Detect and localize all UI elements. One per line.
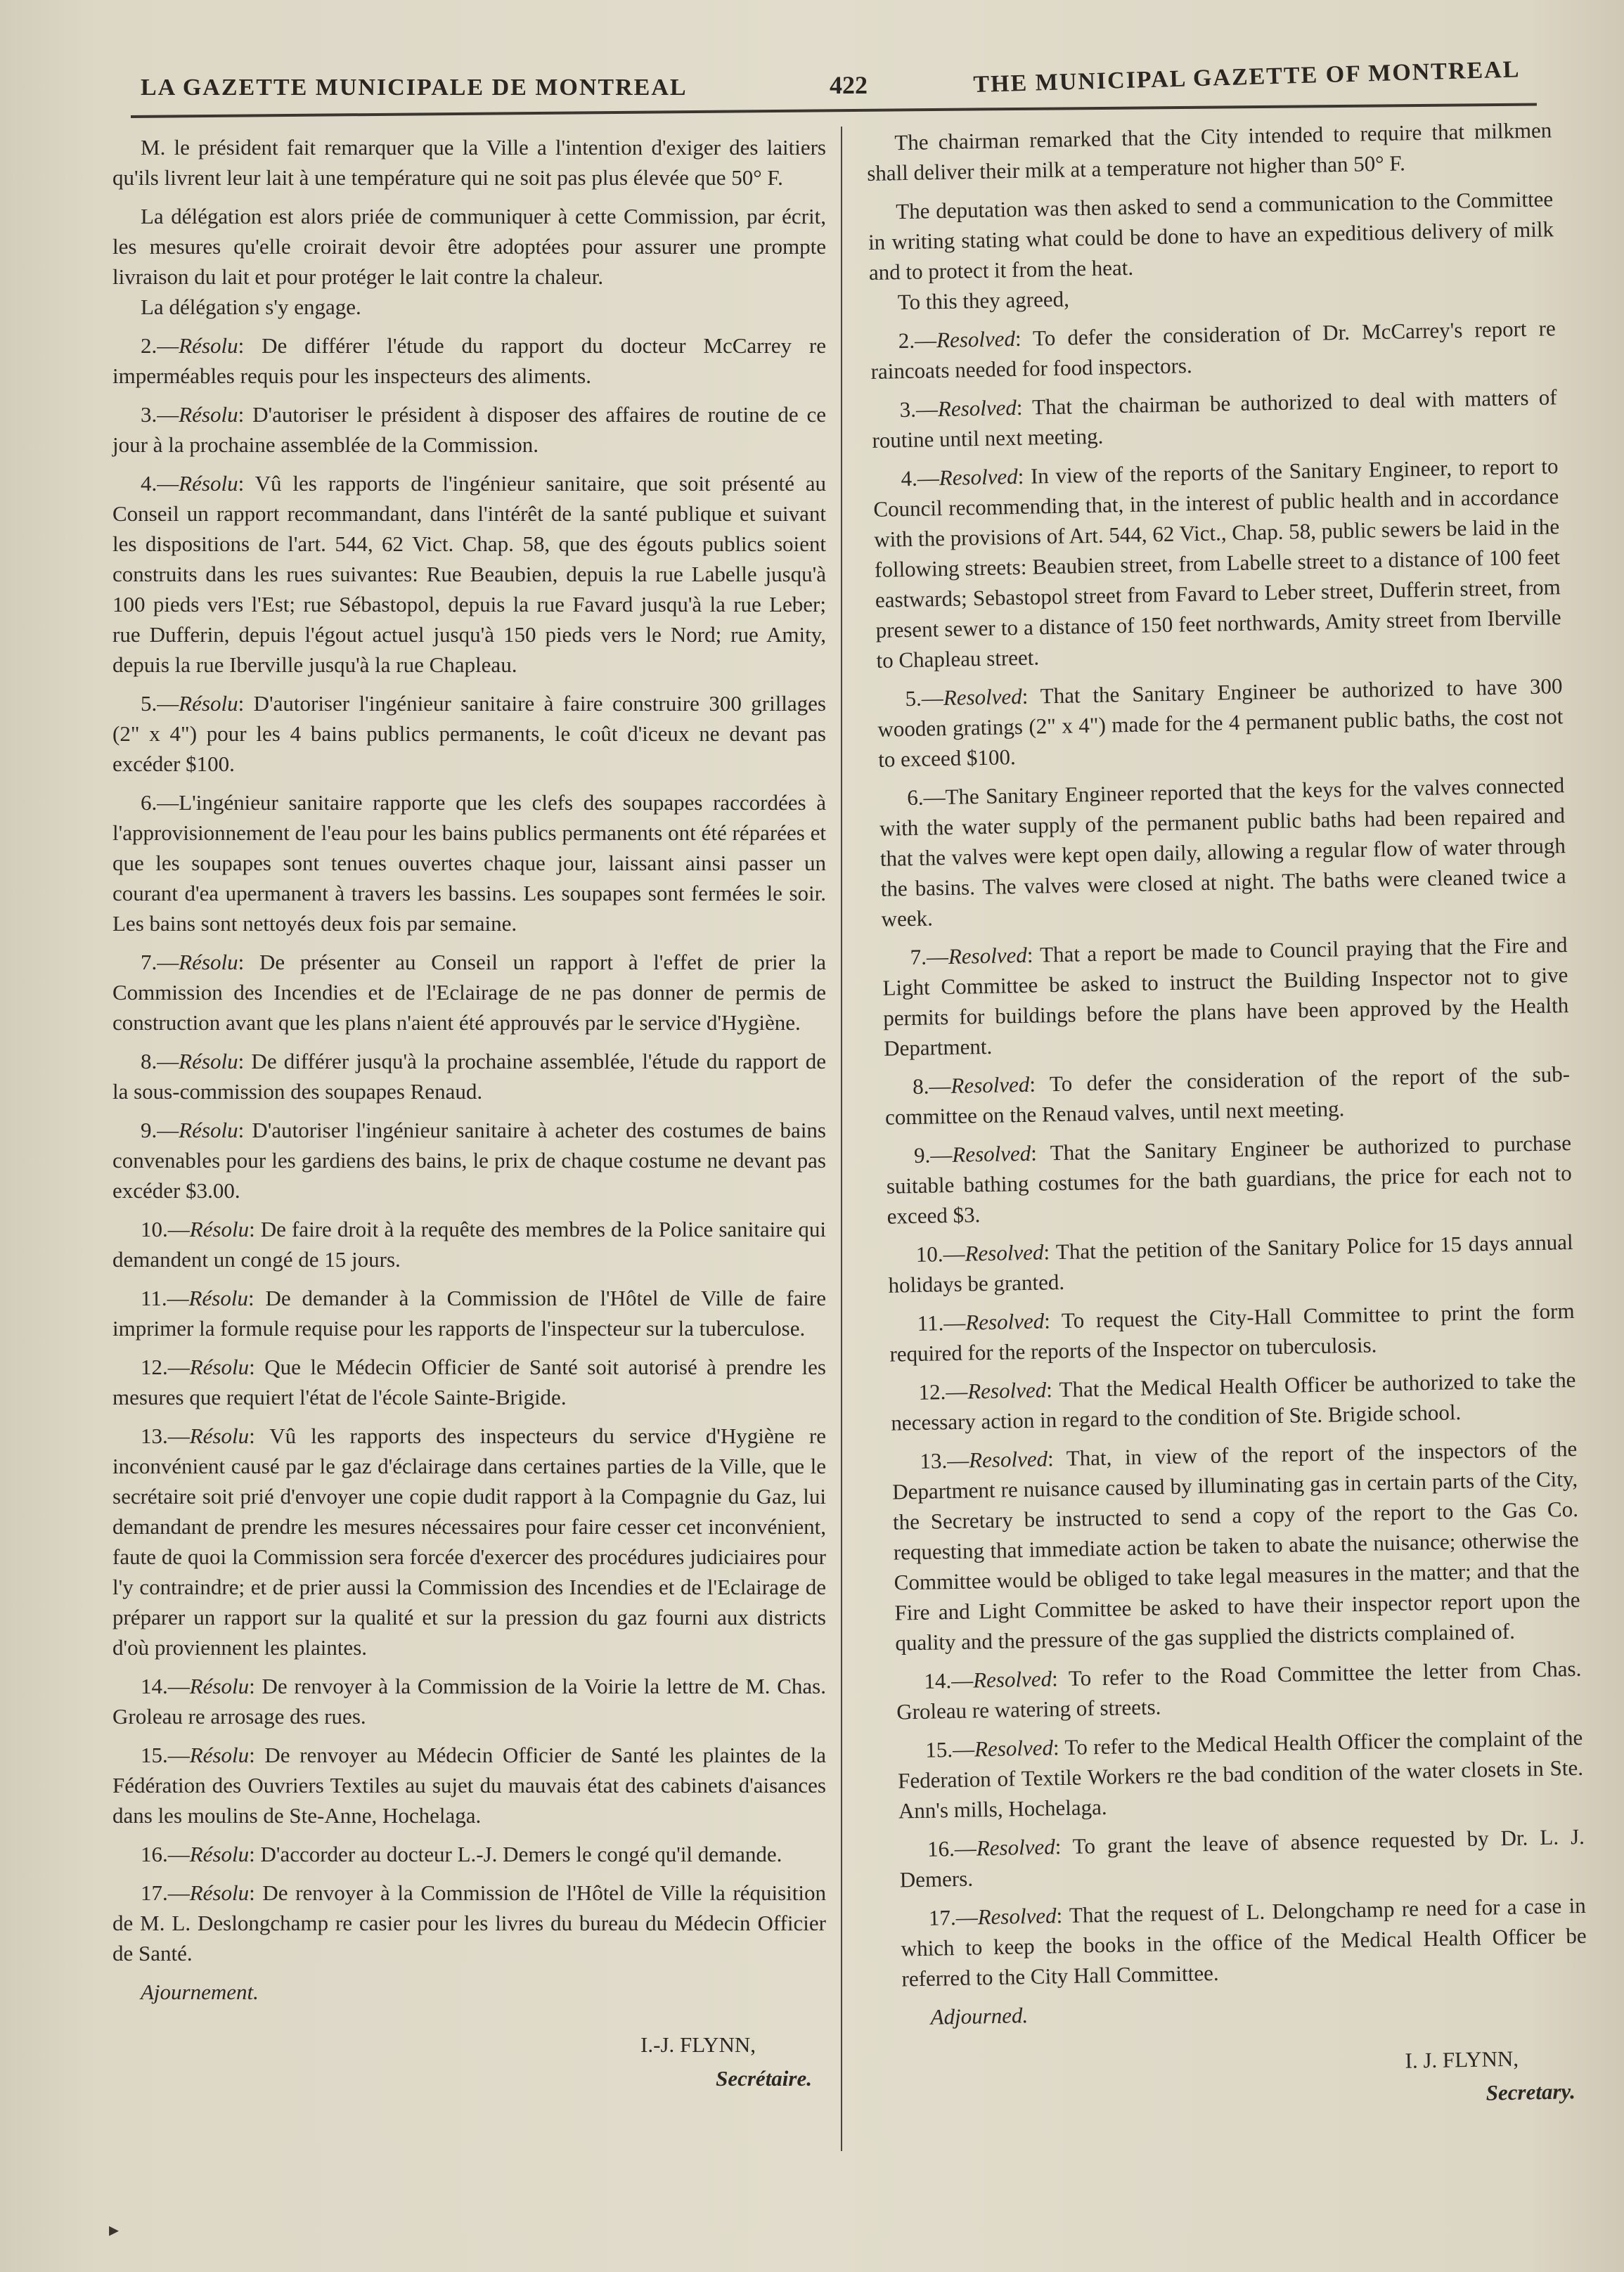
resolution-item — [112, 787, 826, 938]
resolution-keyword: Résolu — [179, 1049, 238, 1073]
resolution-number: 4.— — [141, 471, 179, 496]
resolution-item — [900, 1890, 1587, 1994]
resolution-keyword: Resolved — [939, 463, 1019, 491]
resolution-text: : That the petition of the Sanitary Police for 15 days annual holidays be granted. — [888, 1229, 1573, 1298]
resolution-number: 6.— — [906, 785, 946, 811]
resolution-item — [112, 1352, 826, 1412]
resolution-item — [877, 671, 1564, 775]
resolution-text: : That the Medical Health Officer be authorized to take the necessary action in regard to the condition of Ste. Brigide school. — [891, 1367, 1576, 1435]
resolution-item — [871, 382, 1557, 456]
resolution-text: : De faire droit à la requête des membres de la Police sanitaire qui demandent un congé de 15 jours. — [112, 1217, 826, 1272]
resolution-text: : Vû les rapports de l'ingénieur sanitaire, que soit présenté au Conseil un rapport recommandant, dans l'intérêt de la santé publique et suivant les dispositions de l'art. 544, 62 Vict. Chap. 58, que des égouts publics soient construits dans les rues suivantes: Rue Beaubien, depuis la rue Labelle jusqu'à 100 pieds vers l'Est; rue Sébastopol, depuis la rue Favard jusqu'à la rue Leber; rue Dufferin, depuis l'égout actuel jusqu'à 150 pieds vers le Nord; rue Amity, depuis la rue Iberville jusqu'à la rue Chapleau. — [112, 471, 826, 677]
resolution-keyword: Resolved — [965, 1239, 1044, 1266]
resolution-keyword: Resolved — [965, 1308, 1045, 1335]
resolution-number: 3.— — [141, 402, 179, 427]
resolution-item — [112, 1214, 826, 1274]
resolution-keyword: Resolved — [937, 394, 1017, 422]
resolution-item — [891, 1433, 1581, 1658]
french-paragraph: La délégation est alors priée de communiquer à cette Commission, par écrit, les mesures qu'elle croirait devoir être adoptées pour assurer une prompte livraison du lait et pour protéger le lait contre la chaleur. — [112, 204, 826, 289]
resolution-text: : De renvoyer au Médecin Officier de Santé les plaintes de la Fédération des Ouvriers Textiles au sujet du mauvais état des cabinets d'aisances dans les moulins de Ste-Anne, Hochelaga. — [112, 1743, 826, 1828]
resolution-item — [887, 1227, 1573, 1300]
french-signature-name: I.-J. FLYNN, — [640, 2032, 756, 2057]
resolution-item — [896, 1653, 1582, 1727]
resolution-keyword: Resolved — [967, 1377, 1047, 1404]
header-english-title: THE MUNICIPAL GAZETTE OF MONTREAL — [972, 56, 1521, 98]
resolution-text: : De demander à la Commission de l'Hôtel de Ville de faire imprimer la formule requise pour les rapports de l'inspecteur sur la tuberculose. — [112, 1286, 826, 1341]
resolution-item — [112, 330, 826, 391]
resolution-keyword: Resolved — [936, 325, 1016, 353]
resolution-keyword: Résolu — [179, 402, 238, 427]
resolution-keyword: Résolu — [189, 1217, 250, 1241]
resolution-text: : D'accorder au docteur L.-J. Demers le congé qu'il demande. — [249, 1842, 782, 1866]
margin-mark: ▸ — [109, 2219, 120, 2241]
resolution-keyword: Résolu — [189, 1880, 250, 1905]
resolution-item — [112, 1283, 826, 1343]
resolution-text: : That the Sanitary Engineer be authorized to purchase suitable bathing costumes for the bath guardians, the price for each not to exceed $3. — [886, 1130, 1573, 1229]
resolution-keyword: Résolu — [179, 471, 238, 496]
resolution-text: The Sanitary Engineer reported that the keys for the valves connected with the water supply of the permanent public baths had been repaired and that the valves were kept open daily, allowing a regular flow of water through the basins. The valves were closed at night. The baths were cleaned twice a week. — [879, 773, 1566, 931]
column-divider — [841, 127, 842, 2151]
resolution-number: 2.— — [898, 328, 937, 354]
english-paragraph: To this they agreed, — [897, 286, 1070, 315]
english-resolutions — [870, 313, 1587, 1994]
header-french-title: LA GAZETTE MUNICIPALE DE MONTREAL — [141, 75, 688, 101]
page-number: 422 — [830, 71, 868, 99]
resolution-item — [112, 1115, 826, 1206]
resolution-keyword: Résolu — [189, 1743, 250, 1767]
resolution-text: : To request the City-Hall Committee to print the form required for the reports of the Inspector on tuberculosis. — [889, 1298, 1575, 1367]
resolution-number: 9.— — [141, 1118, 179, 1142]
resolution-number: 2.— — [141, 333, 179, 358]
page-header — [134, 56, 1533, 111]
resolution-number: 14.— — [141, 1674, 190, 1698]
resolution-text: : That a report be made to Council praying that the Fire and Light Committee be asked to instruct the Building Inspector not to give permits for buildings before the plans have been approved by the Health Department. — [882, 932, 1569, 1061]
resolution-number: 17.— — [928, 1904, 978, 1930]
resolution-text: : De renvoyer à la Commission de la Voirie la lettre de M. Chas. Groleau re arrosage des rues. — [112, 1674, 826, 1729]
resolution-item — [112, 1839, 826, 1869]
resolution-text: : To refer to the Road Committee the letter from Chas. Groleau re watering of streets. — [896, 1655, 1582, 1724]
resolution-item — [112, 1046, 826, 1106]
resolution-keyword: Résolu — [189, 1674, 250, 1698]
french-paragraph: M. le président fait remarquer que la Ville a l'intention d'exiger des laitiers qu'ils livrent leur lait à une température qui ne soit pas plus élevée que 50° F. — [112, 135, 826, 190]
resolution-keyword: Résolu — [179, 691, 238, 716]
resolution-text: : D'autoriser l'ingénieur sanitaire à faire construire 300 grillages (2" x 4") pour les 4 bains publics permanents, le coût d'iceux ne devant pas excéder $100. — [112, 691, 826, 776]
resolution-number: 10.— — [915, 1241, 965, 1267]
resolution-number: 8.— — [912, 1073, 951, 1099]
resolution-keyword: Resolved — [951, 1140, 1031, 1167]
resolution-keyword: Résolu — [189, 1424, 250, 1448]
resolution-text: : That, in view of the report of the inspectors of the Department re nuisance caused by illuminating gas in certain parts of the City, the Secretary be instructed to send a copy of the report to the Gas Co. requesting that immediate action be taken to abate the nuisance; otherwise the Committee would be obliged to take legal measures in the matter; and that the Fire and Light Committee be asked to have their inspector report upon the quality and the pressure of the gas supplied the districts complained of. — [891, 1435, 1580, 1655]
resolution-keyword: Résolu — [189, 1842, 250, 1866]
resolution-number: 11.— — [141, 1286, 189, 1310]
resolution-item — [890, 1364, 1576, 1438]
resolution-text: : Vû les rapports des inspecteurs du service d'Hygiène re inconvénient causé par le gaz d'éclairage dans certaines parties de la Ville, que le secrétaire soit prié d'envoyer une copie dudit rapport à la Compagnie du Gaz, lui demandant de prendre les mesures nécessaires pour faire cesser cet inconvénient, faute de quoi la Commission sera forcée d'exercer des procédures judiciaires pour l'y contraindre; et de prier aussi la Commission des Incendies et de l'Eclairage de préparer un rapport sur la qualité et sur la pression du gaz fourni aux districts d'où proviennent les plaintes. — [112, 1424, 826, 1660]
resolution-number: 7.— — [141, 950, 179, 974]
resolution-item — [870, 313, 1556, 387]
french-adjournment: Ajournement. — [141, 1980, 259, 2004]
resolution-text: : In view of the reports of the Sanitary Engineer, to report to Council recommending that, in the interest of public health and in accordance with the provisions of Art. 544, 62 Vict., Chap. 58, public sewers be laid in the following streets: Beaubien street, from Labelle street to a distance of 100 feet eastwards; Sebastopol street from Favard to Leber street, Dufferin street, from present sewer to a distance of 150 feet northwards, Amity street from Iberville to Chapleau street. — [873, 453, 1561, 673]
french-paragraph: La délégation s'y engage. — [141, 295, 361, 319]
resolution-keyword: Resolved — [976, 1834, 1055, 1861]
english-signature-title: Secretary. — [1486, 2079, 1576, 2105]
resolution-number: 13.— — [920, 1447, 969, 1473]
resolution-keyword: Resolved — [968, 1446, 1048, 1473]
resolution-keyword: Resolved — [943, 683, 1023, 711]
english-signature-name: I. J. FLYNN, — [1405, 2046, 1519, 2073]
resolution-number: 15.— — [141, 1743, 190, 1767]
french-resolutions — [112, 330, 826, 1968]
english-paragraph: The deputation was then asked to send a communication to the Committee in writing stating what could be done to have an expeditious delivery of milk and to protect it from the heat. — [868, 186, 1554, 285]
resolution-item — [872, 451, 1562, 676]
resolution-keyword: Resolved — [950, 1071, 1030, 1098]
resolution-item — [112, 1671, 826, 1731]
resolution-number: 17.— — [141, 1880, 190, 1905]
resolution-keyword: Resolved — [948, 942, 1028, 969]
resolution-number: 11.— — [917, 1310, 966, 1336]
resolution-item — [879, 770, 1567, 934]
resolution-number: 7.— — [910, 943, 949, 970]
resolution-number: 6.— — [141, 790, 179, 815]
resolution-text: : To grant the leave of absence requested by Dr. L. J. Demers. — [899, 1824, 1585, 1892]
resolution-number: 3.— — [899, 396, 939, 422]
resolution-text: : De présenter au Conseil un rapport à l'effet de prier la Commission des Incendies et de l'Eclairage de ne pas donner de permis de construction avant que les plans n'aient été approuvés par le service d'Hygiène. — [112, 950, 826, 1035]
resolution-item — [884, 1059, 1571, 1132]
resolution-number: 14.— — [924, 1667, 974, 1693]
resolution-text: : That the Sanitary Engineer be authorized to have 300 wooden gratings (2" x 4") made for the 4 permanent public baths, the cost not to exceed $100. — [877, 673, 1564, 772]
resolution-item — [112, 1421, 826, 1663]
resolution-item — [882, 929, 1569, 1064]
resolution-text: : To defer the consideration of the report of the sub-committee on the Renaud valves, until next meeting. — [884, 1061, 1571, 1130]
english-signature — [903, 2041, 1576, 2121]
resolution-number: 10.— — [141, 1217, 190, 1241]
resolution-keyword: Résolu — [179, 1118, 238, 1142]
resolution-number: 16.— — [927, 1835, 977, 1861]
resolution-number: 5.— — [905, 685, 944, 711]
resolution-number: 8.— — [141, 1049, 179, 1073]
english-paragraph: The chairman remarked that the City intended to require that milkmen shall deliver their milk at a temperature not higher than 50° F. — [866, 117, 1552, 186]
resolution-number: 16.— — [141, 1842, 190, 1866]
french-signature — [112, 2028, 812, 2096]
french-column — [112, 132, 826, 2096]
resolution-item — [112, 468, 826, 680]
resolution-keyword: Resolved — [974, 1735, 1054, 1762]
resolution-keyword: Résolu — [189, 1355, 250, 1379]
resolution-number: 4.— — [901, 465, 940, 491]
resolution-item — [112, 1740, 826, 1831]
resolution-text: : De différer jusqu'à la prochaine assemblée, l'étude du rapport de la sous-commission des soupapes Renaud. — [112, 1049, 826, 1104]
resolution-text: : D'autoriser l'ingénieur sanitaire à acheter des costumes de bains convenables pour les gardiens des bains, le prix de chaque costume ne devant pas excéder $3.00. — [112, 1118, 826, 1203]
resolution-number: 12.— — [918, 1379, 968, 1405]
resolution-text: L'ingénieur sanitaire rapporte que les clefs des soupapes raccordées à l'approvisionnement de l'eau pour les bains publics permanents ont été réparées et que les soupapes sont tenues ouvertes chaque jour, laissant ainsi passer un courant d'ea upermanent à travers les bassins. Les soupapes sont fermées le soir. Les bains sont nettoyés deux fois par semaine. — [112, 790, 826, 936]
resolution-text: : D'autoriser le président à disposer des affaires de routine de ce jour à la prochaine assemblée de la Commission. — [112, 402, 826, 457]
resolution-text: : De différer l'étude du rapport du docteur McCarrey re imperméables requis pour les inspecteurs des aliments. — [112, 333, 826, 388]
resolution-keyword: Resolved — [972, 1666, 1052, 1693]
resolution-item — [899, 1821, 1585, 1895]
resolution-text: : That the request of L. Delongchamp re need for a case in which to keep the books in the office of the Medical Health Officer be referred to the City Hall Committee. — [901, 1892, 1587, 1992]
resolution-number: 5.— — [141, 691, 179, 716]
resolution-item — [112, 688, 826, 779]
resolution-number: 15.— — [924, 1736, 975, 1762]
resolution-text: : To defer the consideration of Dr. McCarrey's report re raincoats needed for food inspectors. — [870, 316, 1556, 384]
resolution-text: : That the chairman be authorized to deal with matters of routine until next meeting. — [872, 385, 1557, 453]
resolution-number: 12.— — [141, 1355, 190, 1379]
resolution-number: 13.— — [141, 1424, 190, 1448]
resolution-text: : To refer to the Medical Health Officer the complaint of the Federation of Textile Workers re the bad condition of the water closets in Ste. Ann's mills, Hochelaga. — [897, 1724, 1584, 1824]
resolution-keyword: Résolu — [179, 950, 238, 974]
resolution-number: 9.— — [913, 1142, 953, 1168]
resolution-keyword: Resolved — [977, 1903, 1057, 1930]
resolution-item — [886, 1128, 1573, 1232]
resolution-keyword: Résolu — [188, 1286, 248, 1310]
resolution-item — [112, 947, 826, 1038]
resolution-text: : Que le Médecin Officier de Santé soit autorisé à prendre les mesures que requiert l'état de l'école Sainte-Brigide. — [112, 1355, 826, 1409]
resolution-item — [897, 1722, 1584, 1826]
resolution-keyword: Résolu — [179, 333, 238, 358]
french-signature-title: Secrétaire. — [716, 2066, 812, 2091]
resolution-item — [112, 1878, 826, 1968]
resolution-item — [112, 399, 826, 460]
resolution-text: : De renvoyer à la Commission de l'Hôtel de Ville la réquisition de M. L. Deslongchamp re casier pour les livres du bureau du Médecin Officier de Santé. — [112, 1880, 826, 1966]
english-column — [866, 115, 1590, 2121]
english-adjournment: Adjourned. — [930, 2003, 1029, 2029]
resolution-item — [889, 1296, 1575, 1369]
